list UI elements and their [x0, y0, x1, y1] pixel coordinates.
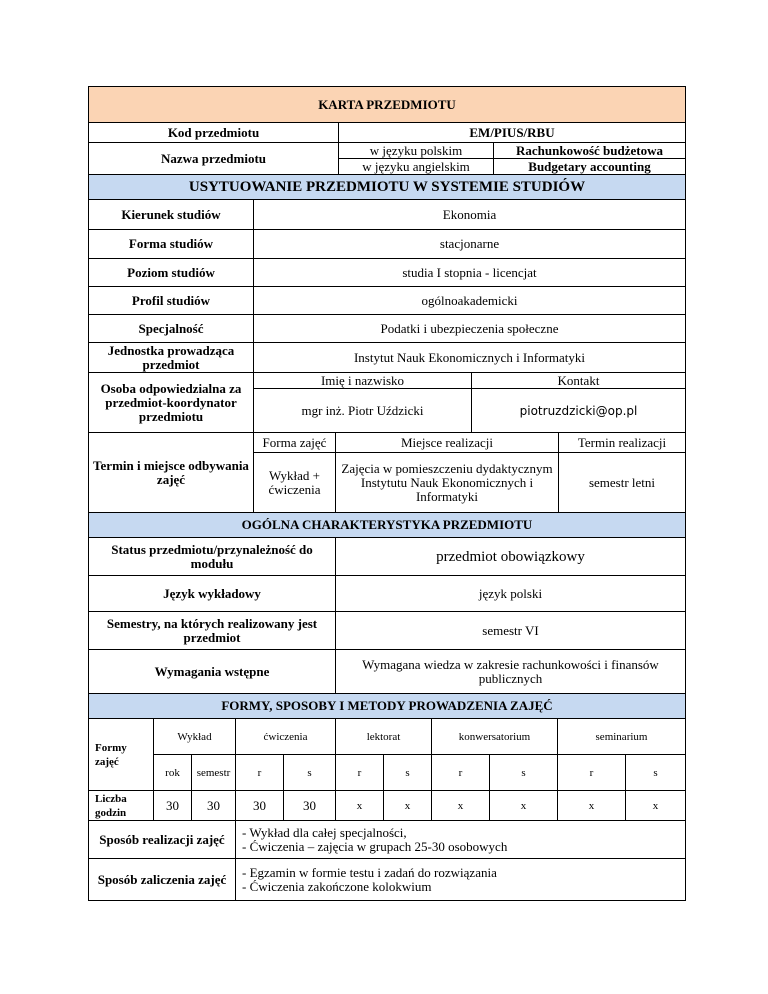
section-forms-title: FORMY, SPOSOBY I METODY PROWADZENIA ZAJĘĆ	[89, 694, 686, 719]
hours-cell: 30	[284, 791, 336, 821]
contact-header: Kontakt	[472, 373, 686, 389]
assessment-label: Sposób zaliczenia zajęć	[89, 859, 236, 901]
name-header: Imię i nazwisko	[254, 373, 472, 389]
prerequisites-label: Wymagania wstępne	[89, 650, 336, 694]
assessment-line: - Ćwiczenia zakończone kolokwium	[242, 878, 432, 894]
english-name-value: Budgetary accounting	[494, 159, 686, 175]
coordinator-label: Osoba odpowiedzialna za przedmiot-koordynator przedmiotu	[89, 373, 254, 433]
row-value-level: studia I stopnia - licencjat	[254, 259, 686, 287]
semesters-value: semestr VI	[336, 612, 686, 650]
place-header: Miejsce realizacji	[336, 433, 559, 453]
class-form-header: Forma zajęć	[254, 433, 336, 453]
row-label-form: Forma studiów	[89, 230, 254, 259]
form-lecture: Wykład	[154, 719, 236, 755]
prerequisites-value: Wymagana wiedza w zakresie rachunkowości i finansów publicznych	[336, 650, 686, 694]
hours-cell: x	[336, 791, 384, 821]
title-table	[88, 86, 686, 123]
hours-cell: 30	[154, 791, 192, 821]
course-code-label: Kod przedmiotu	[89, 123, 339, 143]
page-title: KARTA PRZEDMIOTU	[89, 87, 686, 123]
row-label-profile: Profil studiów	[89, 287, 254, 315]
hours-cell: x	[490, 791, 558, 821]
section-placement	[88, 174, 686, 513]
hours-cell: 30	[236, 791, 284, 821]
section-forms	[88, 693, 686, 821]
language-value: język polski	[336, 576, 686, 612]
coordinator-name: mgr inż. Piotr Uździcki	[254, 389, 472, 433]
row-value-form: stacjonarne	[254, 230, 686, 259]
schedule-label: Termin i miejsce odbywania zajęć	[89, 433, 254, 513]
form-conversation: konwersatorium	[432, 719, 558, 755]
delivery-label: Sposób realizacji zajęć	[89, 821, 236, 859]
hours-cell: x	[432, 791, 490, 821]
row-value-field: Ekonomia	[254, 200, 686, 230]
section-placement-title: USYTUOWANIE PRZEDMIOTU W SYSTEMIE STUDIÓW	[89, 175, 686, 200]
hours-cell: x	[626, 791, 686, 821]
sub-r: r	[432, 755, 490, 791]
hours-cell: 30	[192, 791, 236, 821]
header-table	[88, 122, 686, 175]
status-value: przedmiot obowiązkowy	[336, 538, 686, 576]
sub-semester: semestr	[192, 755, 236, 791]
sub-s: s	[490, 755, 558, 791]
polish-name-label: w języku polskim	[339, 143, 494, 159]
sub-year: rok	[154, 755, 192, 791]
sub-s: s	[284, 755, 336, 791]
section-methods	[88, 820, 686, 901]
sub-s: s	[384, 755, 432, 791]
form-language: lektorat	[336, 719, 432, 755]
delivery-value	[236, 821, 686, 859]
semesters-label: Semestry, na których realizowany jest przedmiot	[89, 612, 336, 650]
assessment-line: - Egzamin w formie testu i zadań do rozwiązania	[242, 864, 497, 880]
assessment-value	[236, 859, 686, 901]
unit-value: Instytut Nauk Ekonomicznych i Informatyki	[254, 343, 686, 373]
row-label-specialty: Specjalność	[89, 315, 254, 343]
delivery-line: - Ćwiczenia – zajęcia w grupach 25-30 osobowych	[242, 838, 508, 854]
hours-cell: x	[558, 791, 626, 821]
polish-name-value: Rachunkowość budżetowa	[494, 143, 686, 159]
sub-s: s	[626, 755, 686, 791]
language-label: Język wykładowy	[89, 576, 336, 612]
place-value: Zajęcia w pomieszczeniu dydaktycznym Instytutu Nauk Ekonomicznych i Informatyki	[336, 453, 559, 513]
row-label-field: Kierunek studiów	[89, 200, 254, 230]
hours-label: Liczba godzin	[89, 791, 154, 821]
form-seminar: seminarium	[558, 719, 686, 755]
unit-label: Jednostka prowadząca przedmiot	[89, 343, 254, 373]
course-name-label: Nazwa przedmiotu	[89, 143, 339, 175]
section-characteristics-title: OGÓLNA CHARAKTERYSTYKA PRZEDMIOTU	[89, 513, 686, 538]
english-name-label: w języku angielskim	[339, 159, 494, 175]
section-characteristics	[88, 512, 686, 694]
sub-r: r	[236, 755, 284, 791]
sub-r: r	[558, 755, 626, 791]
hours-cell: x	[384, 791, 432, 821]
sub-r: r	[336, 755, 384, 791]
coordinator-contact: piotruzdzicki@op.pl	[472, 389, 686, 433]
row-value-profile: ogólnoakademicki	[254, 287, 686, 315]
term-value: semestr letni	[559, 453, 686, 513]
forms-label: Formy zajęć	[89, 719, 154, 791]
row-label-level: Poziom studiów	[89, 259, 254, 287]
course-card	[88, 86, 686, 901]
row-value-specialty: Podatki i ubezpieczenia społeczne	[254, 315, 686, 343]
form-exercises: ćwiczenia	[236, 719, 336, 755]
term-header: Termin realizacji	[559, 433, 686, 453]
class-form-value: Wykład + ćwiczenia	[254, 453, 336, 513]
course-code-value: EM/PIUS/RBU	[339, 123, 686, 143]
status-label: Status przedmiotu/przynależność do modułu	[89, 538, 336, 576]
delivery-line: - Wykład dla całej specjalności,	[242, 824, 407, 840]
